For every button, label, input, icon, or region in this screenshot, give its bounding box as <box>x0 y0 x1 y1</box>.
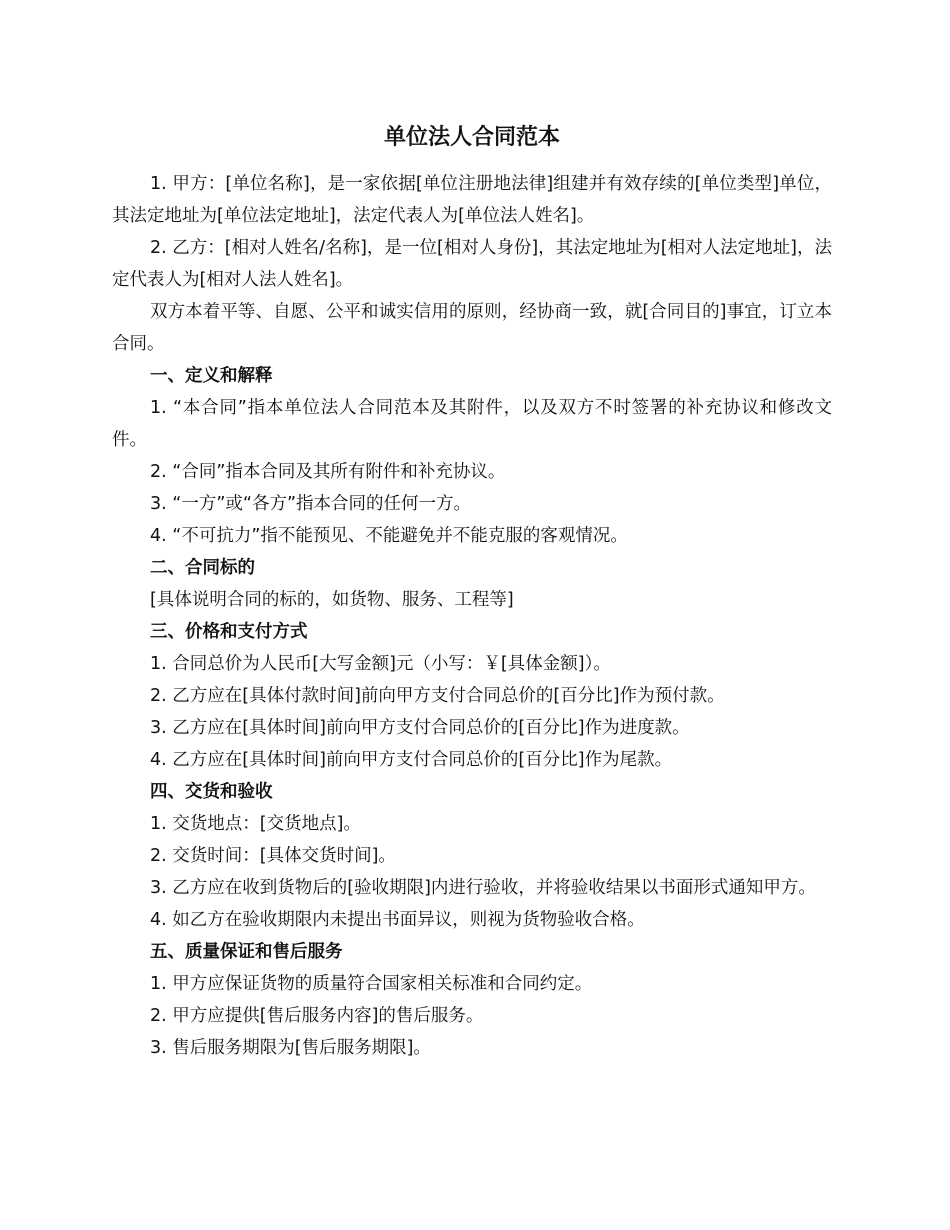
preamble-paragraph: 双方本着平等、自愿、公平和诚实信用的原则，经协商一致，就[合同目的]事宜，订立本合同。 <box>112 302 832 354</box>
clause: 4. “不可抗力”指不能预见、不能避免并不能克服的客观情况。 <box>150 526 628 546</box>
section-heading: 二、合同标的 <box>150 558 255 578</box>
clause: 2. 甲方应提供[售后服务内容]的售后服务。 <box>150 1006 484 1026</box>
party-b-paragraph: 2. 乙方：[相对人姓名/名称]，是一位[相对人身份]，其法定地址为[相对人法定地址]，法定代表人为[相对人法人姓名]。 <box>112 238 832 290</box>
clause: 1. 合同总价为人民币[大写金额]元（小写：￥[具体金额]）。 <box>150 654 611 674</box>
document-title: 单位法人合同范本 <box>383 125 560 150</box>
section-definitions <box>112 360 832 552</box>
clause: 2. 乙方应在[具体付款时间]前向甲方支付合同总价的[百分比]作为预付款。 <box>150 686 725 706</box>
section-quality-service <box>112 936 832 1064</box>
section-heading: 五、质量保证和售后服务 <box>150 942 343 962</box>
section-heading: 一、定义和解释 <box>150 366 273 386</box>
clause: [具体说明合同的标的，如货物、服务、工程等] <box>150 590 514 610</box>
clause: 3. 售后服务期限为[售后服务期限]。 <box>150 1038 431 1058</box>
clause: 1. “本合同”指本单位法人合同范本及其附件，以及双方不时签署的补充协议和修改文件。 <box>112 398 832 450</box>
clause: 4. 如乙方在验收期限内未提出书面异议，则视为货物验收合格。 <box>150 910 645 930</box>
clause: 3. “一方”或“各方”指本合同的任何一方。 <box>150 494 472 514</box>
clause: 1. 交货地点：[交货地点]。 <box>150 814 361 834</box>
clause: 3. 乙方应在收到货物后的[验收期限]内进行验收，并将验收结果以书面形式通知甲方。 <box>150 878 816 898</box>
section-heading: 四、交货和验收 <box>150 782 273 802</box>
clause: 2. 交货时间：[具体交货时间]。 <box>150 846 396 866</box>
clause: 4. 乙方应在[具体时间]前向甲方支付合同总价的[百分比]作为尾款。 <box>150 750 673 770</box>
party-a-paragraph: 1. 甲方：[单位名称]，是一家依据[单位注册地法律]组建并有效存续的[单位类型]单位，其法定地址为[单位法定地址]，法定代表人为[单位法人姓名]。 <box>112 174 832 226</box>
clause: 2. “合同”指本合同及其所有附件和补充协议。 <box>150 462 506 482</box>
clause: 1. 甲方应保证货物的质量符合国家相关标准和合同约定。 <box>150 974 593 994</box>
clause: 3. 乙方应在[具体时间]前向甲方支付合同总价的[百分比]作为进度款。 <box>150 718 690 738</box>
section-delivery-acceptance <box>112 776 832 936</box>
section-heading: 三、价格和支付方式 <box>150 622 308 642</box>
section-subject <box>112 552 832 616</box>
section-price-payment <box>112 616 832 776</box>
